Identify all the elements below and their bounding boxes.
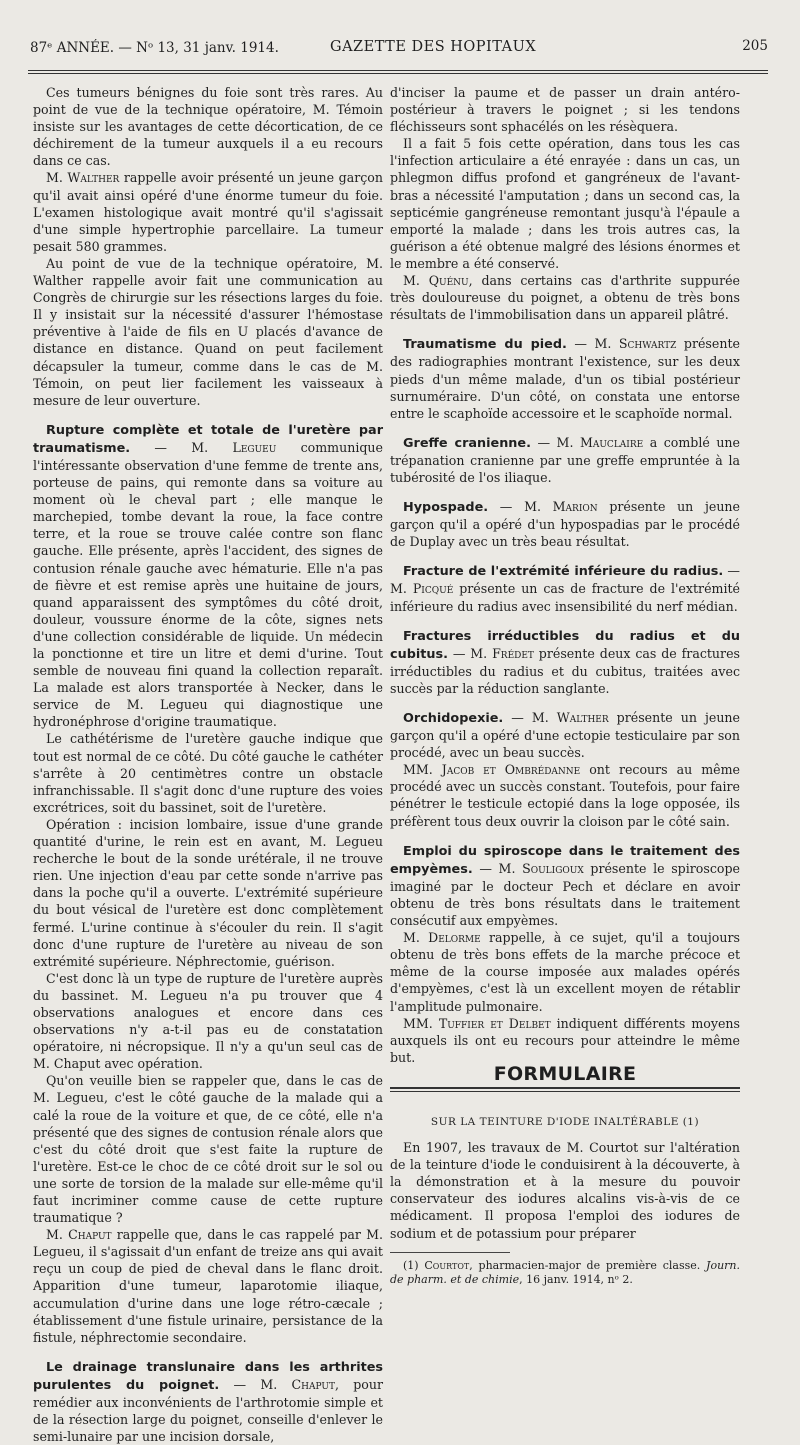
- section-hypospade: Hypospade. — M. Marion présente un jeune garçon qu'il a opéré d'un hypospadias par le procédé de Duplay avec un très beau résultat.: [390, 499, 740, 550]
- section-title: Emploi du spiroscope dans le traitement des empyèmes.: [390, 843, 740, 877]
- section-title: Fracture de l'extrémité inférieure du radius.: [403, 564, 724, 580]
- author-name: M. Quénu: [403, 273, 469, 289]
- paragraph: Il a fait 5 fois cette opération, dans tous les cas l'infection articulaire a été enrayée : dans un cas, un phlegmon diffus profond et gangréneux de l'avant-bras a nécessité l'amputation ; dans un second cas, la septicémie gangréneuse remontant jusqu'à l'épaule a emporté la malade ; dans les trois autres cas, la guérison a été obtenue malgré des lésions énormes et le membre a été conservé.: [390, 136, 740, 271]
- paragraph: Ces tumeurs bénignes du foie sont très rares. Au point de vue de la technique opératoire, M. Témoin insiste sur les avantages de cette décortication, de ce déchirement de la tumeur auxquels il a eu recours dans ce cas.: [33, 85, 383, 169]
- author-name: M. Walther: [46, 170, 120, 186]
- author-name: M. Delorme: [403, 930, 481, 946]
- section-title: Traumatisme du pied.: [403, 337, 567, 353]
- issue-info: 87ᵉ ANNÉE. — Nᵒ 13, 31 janv. 1914.: [30, 40, 279, 56]
- section-title: Hypospade.: [403, 500, 489, 516]
- page-number: 205: [742, 38, 768, 54]
- formulaire-subheading: SUR LA TEINTURE D'IODE INALTÉRABLE (1): [430, 1115, 700, 1128]
- page-header: [30, 36, 770, 64]
- author-name: Marion: [552, 499, 598, 515]
- section-title: Greffe cranienne.: [403, 435, 531, 451]
- journal-title: GAZETTE DES HOPITAUX: [330, 39, 537, 55]
- section-traumatisme-pied: Traumatisme du pied. — M. Schwartz présente des radiographies montrant l'existence, sur les deux pieds d'un même malade, d'un os tibial postérieur surnuméraire. D'un côté, on constata une entorse entre le scaphoïde accessoire et le scaphoïde normal.: [390, 336, 740, 421]
- formulaire-heading: FORMULAIRE: [493, 1062, 637, 1085]
- author-name: Schwartz: [618, 336, 677, 352]
- author-name: Walther: [556, 710, 609, 725]
- left-column: [33, 84, 383, 1445]
- author-name: Picqué: [412, 581, 454, 597]
- formulaire-rule-thin: [390, 1091, 740, 1092]
- paragraph: MM. Tuffier et Delbet indiquent différents moyens auxquels ils ont eu recours pour atteindre le même but.: [390, 1015, 740, 1065]
- paragraph: M. Quénu, dans certains cas d'arthrite suppurée très douloureuse du poignet, a obtenu de très bons résultats de l'immobilisation dans un appareil plâtré.: [390, 273, 741, 323]
- section-title: Rupture complète et totale de l'uretère par traumatisme.: [33, 422, 383, 456]
- section-spiroscope: Emploi du spiroscope dans le traitement des empyèmes. — M. Souligoux présente le spiroscope imaginé par le docteur Pech et déclare en avoir obtenu de très bons résultats dans le traitement consécutif aux empyèmes.: [390, 843, 740, 929]
- section-drainage-translunaire: Le drainage translunaire dans les arthrites purulentes du poignet. — M. Chaput, pour remédier aux inconvénients de l'arthrotomie simple et de la résection large du poignet, conseille d'enlever le semi-lunaire par une incision dorsale,: [33, 1359, 383, 1445]
- paragraph: Le cathétérisme de l'uretère gauche indique que tout est normal de ce côté. Du côté gauche le cathéter s'arrête à 20 centimètres contre un obstacle infranchissable. Il s'agit donc d'une rupture des voies excrétrices, soit du bassinet, soit de l'uretère.: [33, 731, 383, 815]
- paragraph: Qu'on veuille bien se rappeler que, dans le cas de M. Legueu, c'est le côté gauche de la malade qui a calé la roue de la voiture et que, de ce côté, elle n'a présenté que des signes de contusion rénale alors que c'est du côté droit que s'est faite la rupture de l'uretère. Est-ce le choc de ce côté droit sur le sol ou une sorte de torsion de la malade sur elle-même qu'il faut incriminer comme cause de cette rupture traumatique ?: [33, 1073, 383, 1226]
- author-name: Tuffier et Delbet: [438, 1015, 551, 1031]
- section-greffe-cranienne: Greffe cranienne. — M. Mauclaire a comblé une trépanation cranienne par une greffe empruntée à la tubérosité de l'os iliaque.: [390, 434, 740, 485]
- footnote: (1) Courtot, pharmacien-major de première classe. Journ. de pharm. et de chimie, 16 janv. 1914, nᵒ 2.: [390, 1258, 741, 1286]
- author-name: Jacob et Ombrédanne: [441, 762, 581, 778]
- paragraph: M. Walther rappelle avoir présenté un jeune garçon qu'il avait ainsi opéré d'une énorme tumeur du foie. L'examen histologique avait montré qu'il s'agissait d'une simple hypertrophie parcellaire. La tumeur pesait 580 grammes.: [33, 170, 383, 254]
- paragraph: M. Delorme rappelle, à ce sujet, qu'il a toujours obtenu de très bons effets de la marche précoce et même de la course imposée aux malades opérés d'empyèmes, c'est là un excellent moyen de rétablir l'amplitude pulmonaire.: [390, 930, 740, 1014]
- section-rupture-uretere: Rupture complète et totale de l'uretère par traumatisme. — M. Legueu communique l'intéressante observation d'une femme de trente ans, porteuse de pains, qui remonte dans sa voiture au moment où le cheval part ; elle manque le marchepied, tombe devant la roue, la face contre terre, et la roue se trouve calée contre son flanc gauche. Elle présente, après l'accident, des signes de contusion rénale gauche avec hématurie. Elle n'a pas de fièvre et est remise après une huitaine de jours, quand apparaissent des symptômes du côté droit, douleur, voussure énorme de la côte, signes nets d'une collection considérable de liquide. Un médecin la ponctionne et tire un litre et demi d'urine. Tout semble de nouveau fini quand la collection reparaît. La malade est alors transportée à Necker, dans le service de M. Legueu qui diagnostique une hydronéphrose d'origine traumatique.: [33, 422, 383, 730]
- section-title: Fractures irréductibles du radius et du cubitus.: [390, 628, 740, 662]
- paragraph: M. Chaput rappelle que, dans le cas rappelé par M. Legueu, il s'agissait d'un enfant de treize ans qui avait reçu un coup de pied de cheval dans le flanc droit. Apparition d'une tumeur, laparotomie iliaque, accumulation d'urine dans une loge rétro-cæcale ; établissement d'une fistule urinaire, persistance de la fistule, néphrectomie secondaire.: [33, 1227, 383, 1345]
- author-name: Chaput: [291, 1376, 335, 1392]
- author-name: Frédet: [492, 645, 534, 661]
- formulaire-rule: [390, 1087, 740, 1089]
- footnote-rule: [390, 1252, 510, 1253]
- paragraph: C'est donc là un type de rupture de l'uretère auprès du bassinet. M. Legueu n'a pu trouver que 4 observations analogues et encore dans ces observations n'y a-t-il pas eu de constatation opératoire, ni nécropsique. Il n'y a qu'un seul cas de M. Chaput avec opération.: [33, 970, 383, 1072]
- author-name: Mauclaire: [579, 434, 644, 450]
- journal-reference: Journ. de pharm. et de chimie: [390, 1258, 741, 1286]
- author-name: Courtot: [424, 1258, 470, 1272]
- section-orchidopexie: Orchidopexie. — M. Walther présente un jeune garçon qu'il a opéré d'une ectopie testiculaire par son procédé, avec un beau succès.: [390, 710, 740, 761]
- section-fracture-radius: Fracture de l'extrémité inférieure du radius. — M. Picqué présente un cas de fracture de l'extrémité inférieure du radius avec insensibilité du nerf médian.: [390, 563, 741, 614]
- section-title: Orchidopexie.: [403, 711, 504, 726]
- header-rule: [28, 70, 768, 71]
- paragraph: En 1907, les travaux de M. Courtot sur l'altération de la teinture d'iode le conduisirent à la découverte, à la démonstration et à la mesure du pouvoir conservateur des iodures alcalins vis-à-vis de ce médicament. Il proposa l'emploi des iodures de sodium et de potassium pour préparer: [390, 1140, 740, 1241]
- author-name: M. Chaput: [46, 1227, 112, 1243]
- right-column: [390, 84, 740, 1287]
- paragraph: d'inciser la paume et de passer un drain antéro-postérieur à travers le poignet ; si les tendons fléchisseurs sont sphacélés on les résèquera.: [390, 85, 740, 135]
- author-name: Legueu: [232, 439, 277, 455]
- header-rule-second: [28, 73, 768, 74]
- paragraph: Opération : incision lombaire, issue d'une grande quantité d'urine, le rein est en avant, M. Legueu recherche le bout de la sonde urétérale, il ne trouve rien. Une injection d'eau par cette sonde n'arrive pas dans la poche qu'il a ouverte. L'extrémité supérieure du bout vésical de l'uretère est donc complètement fermé. L'urine continue à s'écouler du rein. Il s'agit donc d'une rupture de l'uretère au niveau de son extrémité supérieure. Néphrectomie, guérison.: [33, 816, 383, 969]
- author-name: Souligoux: [522, 860, 584, 876]
- paragraph: Au point de vue de la technique opératoire, M. Walther rappelle avoir fait une communication au Congrès de chirurgie sur les résections larges du foie. Il y insistait sur la nécessité d'assurer l'hémostase préventive à l'aide de fils en U placés d'avance de distance en distance. Quand on peut facilement décapsuler la tumeur, comme dans le cas de M. Témoin, on peut lier facilement les vaisseaux à mesure de leur ouverture.: [33, 255, 383, 408]
- section-title: Le drainage translunaire dans les arthrites purulentes du poignet.: [33, 1359, 383, 1393]
- paragraph: MM. Jacob et Ombrédanne ont recours au même procédé avec un succès constant. Toutefois, pour faire pénétrer le testicule ectopié dans la loge opposée, ils préfèrent tous deux ouvrir la cloison par le côté sain.: [390, 762, 740, 829]
- section-fractures-irreductibles: Fractures irréductibles du radius et du cubitus. — M. Frédet présente deux cas de fractures irréductibles du radius et du cubitus, traitées avec succès par la réduction sanglante.: [390, 628, 740, 696]
